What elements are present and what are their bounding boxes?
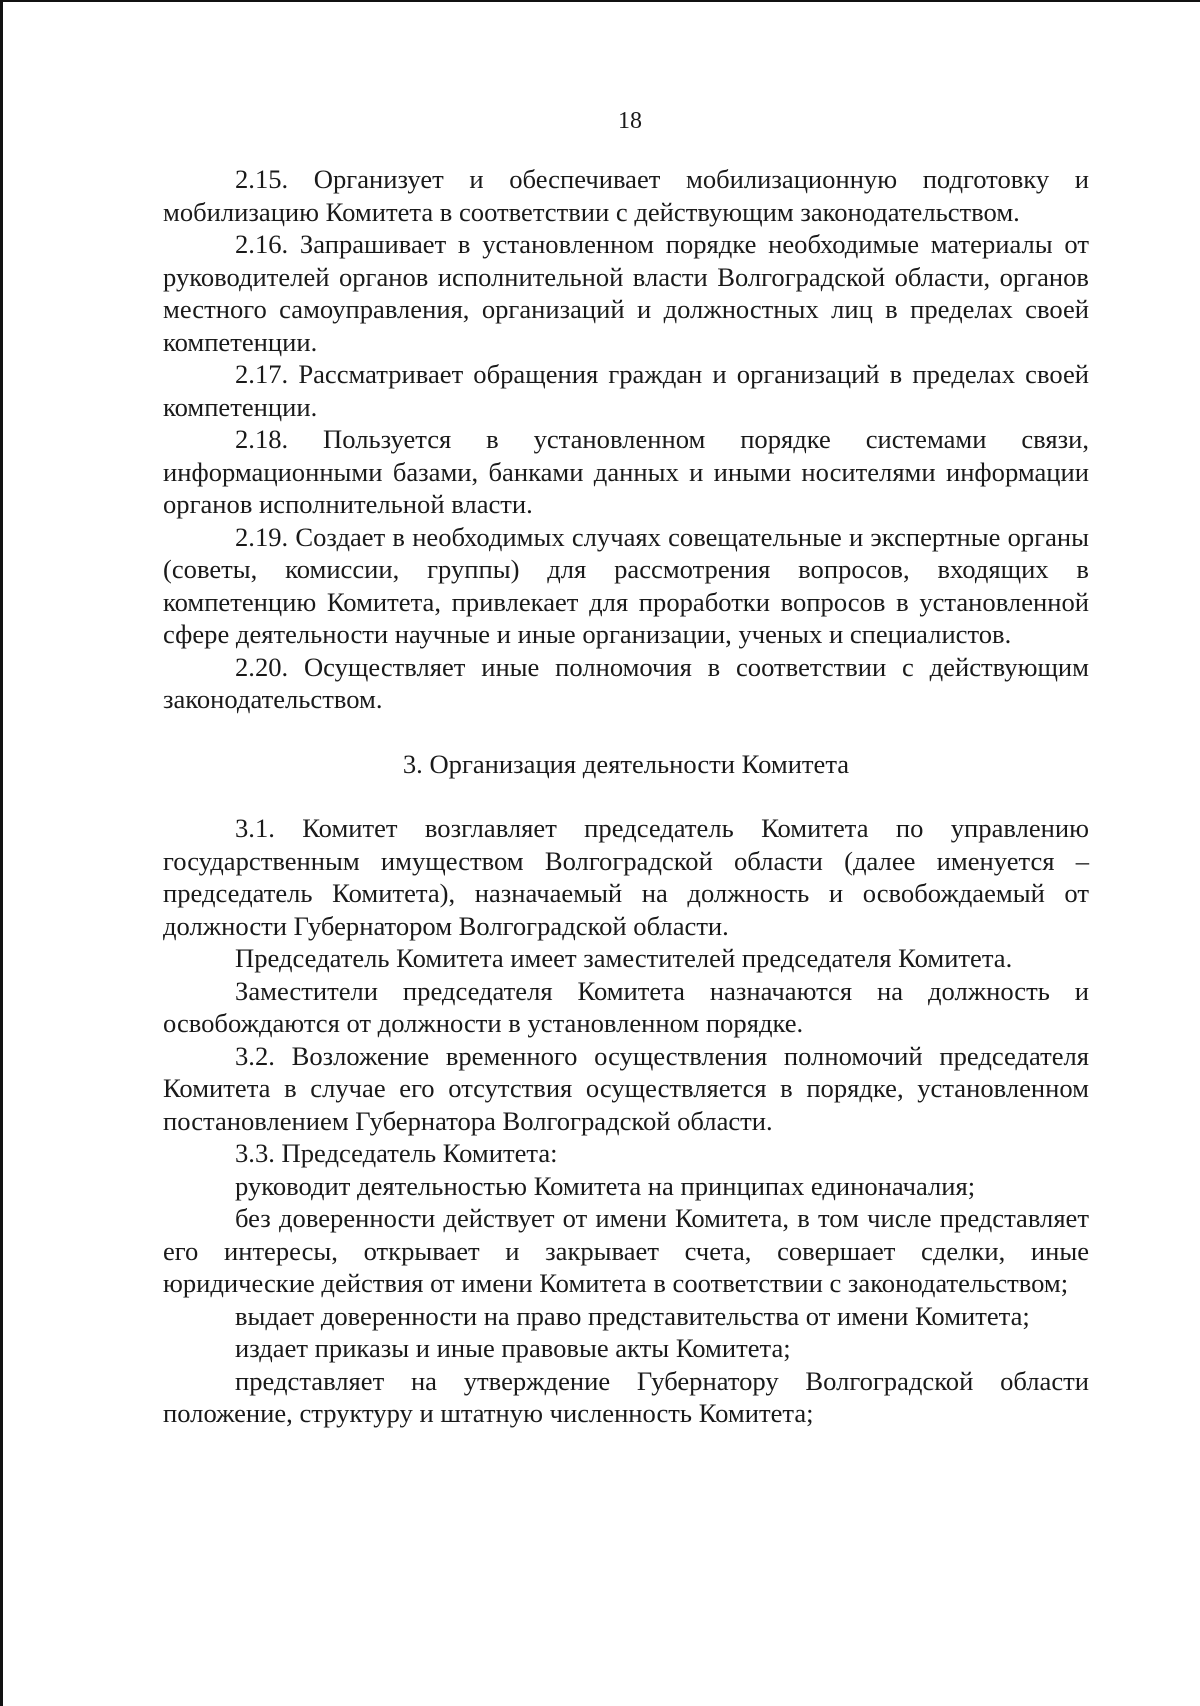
paragraph-duty-lead: руководит деятельностью Комитета на принципах единоначалия; xyxy=(235,1170,976,1201)
paragraph-duty-orders: издает приказы и иные правовые акты Комитета; xyxy=(235,1333,791,1363)
page-number: 18 xyxy=(618,108,642,134)
section-heading: 3. Организация деятельности Комитета xyxy=(402,748,850,779)
paragraph-3-1: 3.1. Комитет возглавляет председатель Комитета по управлению государственным имуществом Волгоградской области (далее именуется – председатель Комитета), назначаемый на должность и освобождаемый от должности Губернатором Волгоградской области. xyxy=(163,813,1089,941)
document-body xyxy=(163,163,1089,1430)
paragraph-duty-represent: без доверенности действует от имени Комитета, в том числе представляет его интересы, открывает и закрывает счета, совершает сделки, иные юридические действия от имени Комитета в соответствии с законодательством; xyxy=(163,1203,1089,1298)
scan-top-edge xyxy=(0,0,1200,2)
paragraph-duty-power-of-attorney: выдает доверенности на право представительства от имени Комитета; xyxy=(235,1300,1030,1331)
paragraph-2-19: 2.19. Создает в необходимых случаях совещательные и экспертные органы (советы, комиссии, группы) для рассмотрения вопросов, входящих в компетенцию Комитета, привлекает для проработки вопросов в установленной сфере деятельности научные и иные организации, ученых и специалистов. xyxy=(163,521,1089,649)
paragraph-2-17: 2.17. Рассматривает обращения граждан и организаций в пределах своей компетенции. xyxy=(163,359,1089,422)
paragraph-2-20: 2.20. Осуществляет иные полномочия в соответствии с действующим законодательством. xyxy=(163,651,1089,714)
scan-left-edge xyxy=(0,0,3,1706)
paragraph-2-16: 2.16. Запрашивает в установленном порядке необходимые материалы от руководителей органов исполнительной власти Волгоградской области, органов местного самоуправления, организаций и должностных лиц в пределах своей компетенции. xyxy=(163,229,1089,357)
paragraph-deputies-appointment: Заместители председателя Комитета назначаются на должность и освобождаются от должности в установленном порядке. xyxy=(163,975,1089,1038)
paragraph-2-18: 2.18. Пользуется в установленном порядке системами связи, информационными базами, банками данных и иными носителями информации органов исполнительной власти. xyxy=(163,424,1089,519)
paragraph-deputies: Председатель Комитета имеет заместителей председателя Комитета. xyxy=(235,943,1013,973)
paragraph-3-2: 3.2. Возложение временного осуществления полномочий председателя Комитета в случае его отсутствия осуществляется в порядке, установленном постановлением Губернатора Волгоградской области. xyxy=(163,1040,1089,1136)
paragraph-3-3: 3.3. Председатель Комитета: xyxy=(235,1138,558,1168)
paragraph-duty-structure: представляет на утверждение Губернатору Волгоградской области положение, структуру и штатную численность Комитета; xyxy=(163,1365,1089,1428)
paragraph-2-15: 2.15. Организует и обеспечивает мобилизационную подготовку и мобилизацию Комитета в соответствии с действующим законодательством. xyxy=(163,164,1089,227)
